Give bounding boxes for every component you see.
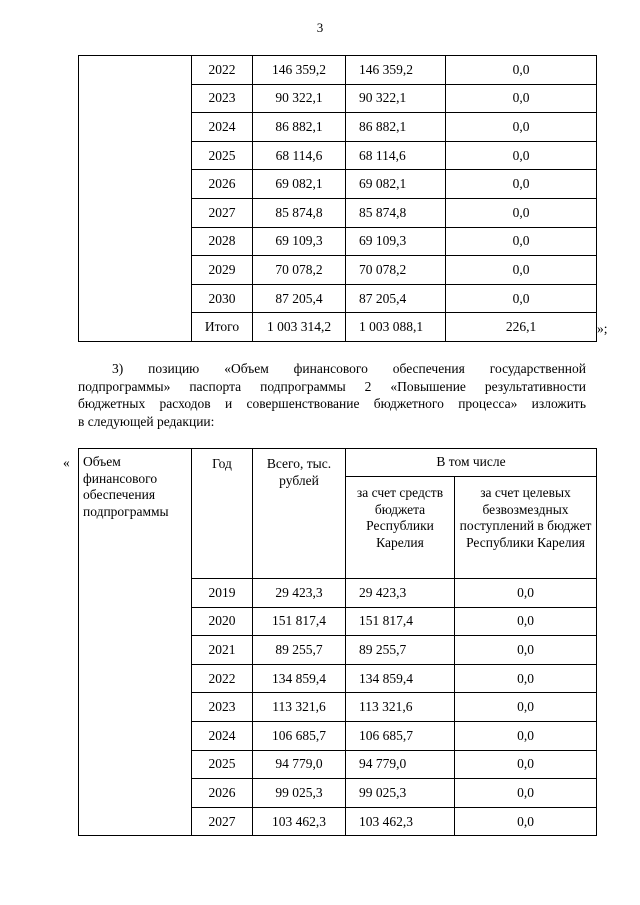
total-cell: 99 025,3 [253,779,346,808]
targeted-cell: 226,1 [446,313,597,342]
amendment-paragraph [78,360,586,430]
header-targeted: за счет целевых безвозмездных поступлений в бюджет Республики Карелия [455,477,597,579]
table-row [79,56,597,85]
header-year: Год [192,449,253,579]
total-cell: 151 817,4 [253,607,346,636]
financing-table-1 [78,55,597,342]
year-cell: 2025 [192,141,253,170]
year-cell: 2023 [192,693,253,722]
budget-cell: 86 882,1 [346,113,446,142]
year-cell: Итого [192,313,253,342]
subprogram-label-cell [79,449,192,836]
opening-quote: « [63,455,70,470]
budget-cell: 69 082,1 [346,170,446,199]
year-cell: 2024 [192,113,253,142]
targeted-cell: 0,0 [455,750,597,779]
total-cell: 94 779,0 [253,750,346,779]
budget-cell: 134 859,4 [346,664,455,693]
total-cell: 70 078,2 [253,256,346,285]
targeted-cell: 0,0 [455,807,597,836]
year-cell: 2027 [192,198,253,227]
targeted-cell: 0,0 [446,170,597,199]
year-cell: 2028 [192,227,253,256]
total-cell: 113 321,6 [253,693,346,722]
budget-cell: 89 255,7 [346,636,455,665]
total-cell: 85 874,8 [253,198,346,227]
subprogram-label: Объем финансового обеспечения подпрограммы [83,454,169,519]
year-cell: 2029 [192,256,253,285]
targeted-cell: 0,0 [446,113,597,142]
year-cell: 2027 [192,807,253,836]
header-total: Всего, тыс. рублей [253,449,346,579]
targeted-cell: 0,0 [455,721,597,750]
year-cell: 2026 [192,779,253,808]
closing-quote: »; [597,321,608,336]
page-number: 3 [316,20,324,35]
year-cell: 2022 [192,56,253,85]
budget-cell: 1 003 088,1 [346,313,446,342]
total-cell: 1 003 314,2 [253,313,346,342]
total-cell: 103 462,3 [253,807,346,836]
targeted-cell: 0,0 [446,141,597,170]
targeted-cell: 0,0 [455,579,597,608]
targeted-cell: 0,0 [446,56,597,85]
targeted-cell: 0,0 [455,636,597,665]
budget-cell: 68 114,6 [346,141,446,170]
year-cell: 2021 [192,636,253,665]
year-cell: 2022 [192,664,253,693]
year-cell: 2024 [192,721,253,750]
year-cell: 2020 [192,607,253,636]
total-cell: 69 109,3 [253,227,346,256]
targeted-cell: 0,0 [446,227,597,256]
total-cell: 106 685,7 [253,721,346,750]
paragraph-line: 3) позицию «Объем финансового обеспечения государственной [112,361,586,376]
total-cell: 134 859,4 [253,664,346,693]
label-cell [79,56,192,342]
total-cell: 146 359,2 [253,56,346,85]
year-cell: 2023 [192,84,253,113]
budget-cell: 146 359,2 [346,56,446,85]
budget-cell: 90 322,1 [346,84,446,113]
budget-cell: 29 423,3 [346,579,455,608]
total-cell: 89 255,7 [253,636,346,665]
financing-table-2 [78,448,597,836]
paragraph-line: бюджетных расходов и совершенствование бюджетного процесса» изложить [78,396,586,411]
year-cell: 2030 [192,284,253,313]
header-budget: за счет средств бюджета Республики Карелия [346,477,455,579]
targeted-cell: 0,0 [446,256,597,285]
total-cell: 87 205,4 [253,284,346,313]
total-cell: 69 082,1 [253,170,346,199]
targeted-cell: 0,0 [455,607,597,636]
budget-cell: 103 462,3 [346,807,455,836]
targeted-cell: 0,0 [446,198,597,227]
year-cell: 2019 [192,579,253,608]
total-cell: 68 114,6 [253,141,346,170]
paragraph-line: в следующей редакции: [78,413,215,429]
total-cell: 90 322,1 [253,84,346,113]
targeted-cell: 0,0 [455,693,597,722]
targeted-cell: 0,0 [446,84,597,113]
budget-cell: 85 874,8 [346,198,446,227]
budget-cell: 94 779,0 [346,750,455,779]
year-cell: 2026 [192,170,253,199]
year-cell: 2025 [192,750,253,779]
targeted-cell: 0,0 [446,284,597,313]
total-cell: 29 423,3 [253,579,346,608]
budget-cell: 70 078,2 [346,256,446,285]
header-including: В том числе [346,449,597,477]
paragraph-line: подпрограммы» паспорта подпрограммы 2 «Повышение результативности [78,378,586,394]
targeted-cell: 0,0 [455,664,597,693]
total-cell: 86 882,1 [253,113,346,142]
budget-cell: 113 321,6 [346,693,455,722]
budget-cell: 99 025,3 [346,779,455,808]
targeted-cell: 0,0 [455,779,597,808]
budget-cell: 151 817,4 [346,607,455,636]
budget-cell: 87 205,4 [346,284,446,313]
budget-cell: 106 685,7 [346,721,455,750]
budget-cell: 69 109,3 [346,227,446,256]
